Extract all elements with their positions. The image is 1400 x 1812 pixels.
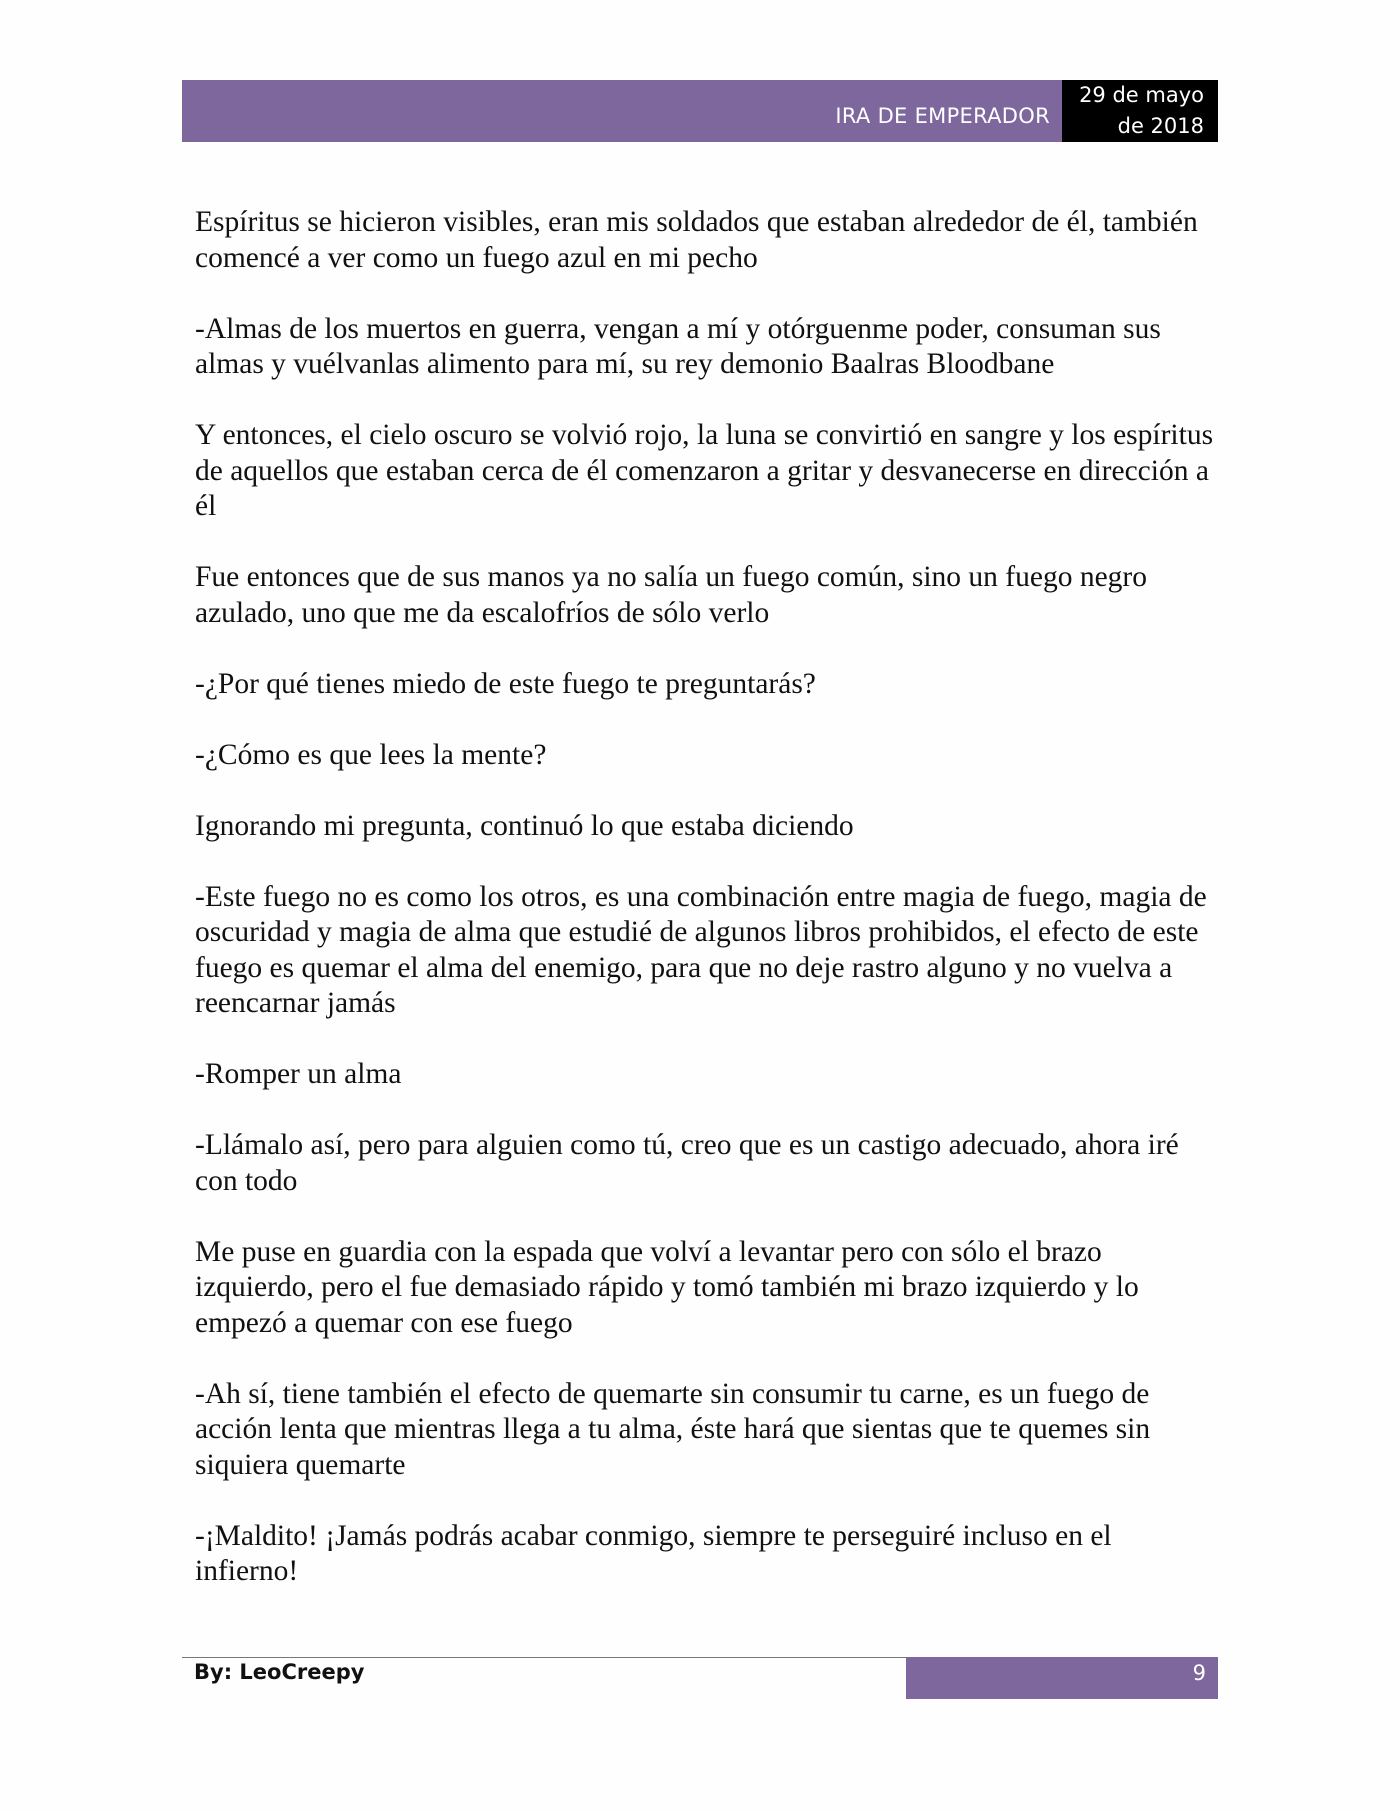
paragraph: Y entonces, el cielo oscuro se volvió rojo, la luna se convirtió en sangre y los espíritus de aquellos que estaban cerca de él comenzaron a gritar y desvanecerse en dirección a él	[195, 419, 1214, 522]
paragraph: -¿Cómo es que lees la mente?	[195, 738, 547, 771]
header-title-bar	[182, 80, 1062, 142]
header-date-box	[1062, 80, 1218, 142]
date-line-1: 29 de mayo	[1079, 83, 1204, 107]
paragraph: -¡Maldito! ¡Jamás podrás acabar conmigo, siempre te perseguiré incluso en el infierno!	[195, 1519, 1112, 1587]
page-header	[182, 80, 1218, 142]
paragraph: -Almas de los muertos en guerra, vengan a mí y otórguenme poder, consuman sus almas y vuélvanlas alimento para mí, su rey demonio Baalras Bloodbane	[195, 312, 1161, 380]
page-number: 9	[906, 1657, 1218, 1699]
paragraph: -Llámalo así, pero para alguien como tú, creo que es un castigo adecuado, ahora iré con todo	[195, 1129, 1179, 1197]
footer-author: By: LeoCreepy	[182, 1657, 906, 1699]
page-footer	[182, 1657, 1218, 1699]
paragraph: -Romper un alma	[195, 1058, 402, 1090]
date-line-2: de 2018	[1117, 114, 1204, 138]
paragraph: Ignorando mi pregunta, continuó lo que estaba diciendo	[195, 809, 854, 842]
paragraph: Espíritus se hicieron visibles, eran mis soldados que estaban alrededor de él, también comencé a ver como un fuego azul en mi pecho	[195, 206, 1198, 274]
paragraph: Fue entonces que de sus manos ya no salía un fuego común, sino un fuego negro azulado, uno que me da escalofríos de sólo verlo	[195, 561, 1147, 629]
paragraph: Me puse en guardia con la espada que volví a levantar pero con sólo el brazo izquierdo, pero el fue demasiado rápido y tomó también mi brazo izquierdo y lo empezó a quemar con ese fuego	[195, 1235, 1139, 1339]
paragraph: -¿Por qué tienes miedo de este fuego te preguntarás?	[195, 667, 816, 700]
paragraph: -Este fuego no es como los otros, es una combinación entre magia de fuego, magia de oscuridad y magia de alma que estudié de algunos libros prohibidos, el efecto de este fuego es quemar el alma del enemigo, para que no deje rastro alguno y no vuelva a reencarnar jamás	[195, 880, 1207, 1019]
paragraph: -Ah sí, tiene también el efecto de quemarte sin consumir tu carne, es un fuego de acción lenta que mientras llega a tu alma, éste hará que sientas que te quemes sin siquiera quemarte	[195, 1377, 1151, 1481]
page-body	[195, 205, 1215, 1625]
document-title: IRA DE EMPERADOR	[835, 104, 1050, 128]
